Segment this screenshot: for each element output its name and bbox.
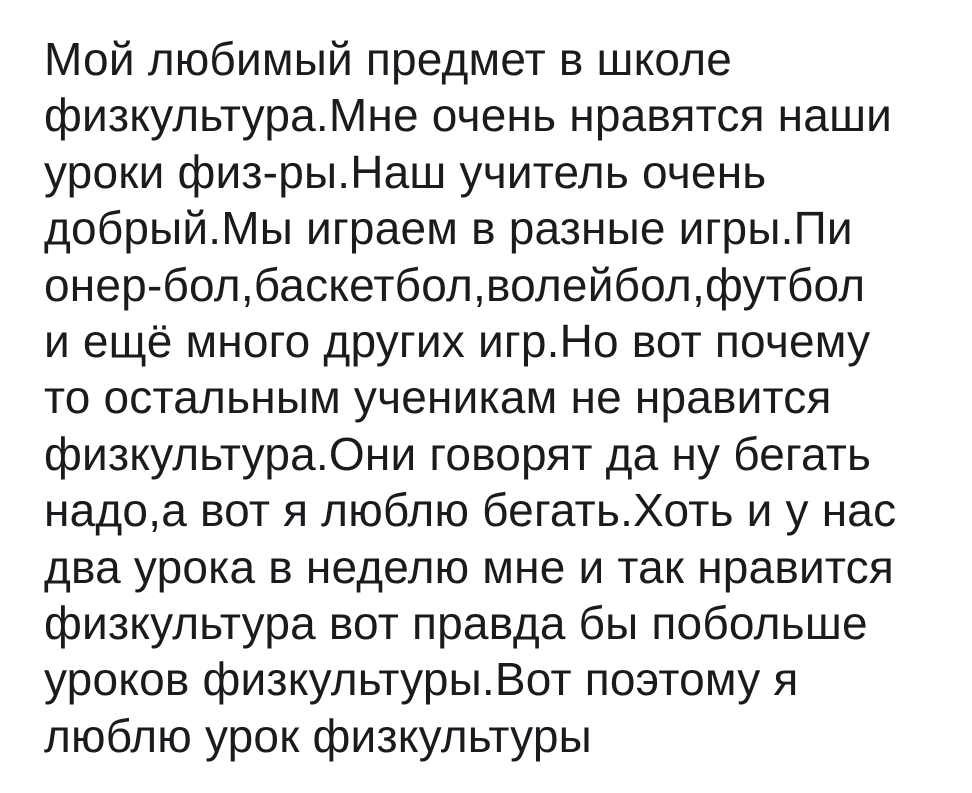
essay-line: уроков физкультуры.Вот поэтому я — [44, 653, 799, 706]
essay-line: уроки физ-ры.Наш учитель очень — [44, 145, 767, 198]
essay-line: добрый.Мы играем в разные игры.Пи — [44, 202, 853, 255]
essay-line: надо,а вот я люблю бегать.Хоть и у нас — [44, 484, 897, 537]
essay-line: и ещё много других игр.Но вот почему — [44, 315, 871, 368]
essay-text — [44, 31, 972, 764]
essay-line: то остальным ученикам не нравится — [44, 371, 832, 424]
essay-line: физкультура.Мне очень нравятся наши — [44, 89, 893, 142]
essay-line: физкультура.Они говорят да ну бегать — [44, 427, 872, 480]
essay-line: люблю урок физкультуры — [44, 709, 592, 762]
essay-line: онер-бол,баскетбол,волейбол,футбол — [44, 258, 866, 311]
essay-line: два урока в неделю мне и так нравится — [44, 540, 894, 593]
essay-line: физкультура вот правда бы побольше — [44, 597, 868, 650]
essay-line: Мой любимый предмет в школе — [44, 33, 733, 85]
